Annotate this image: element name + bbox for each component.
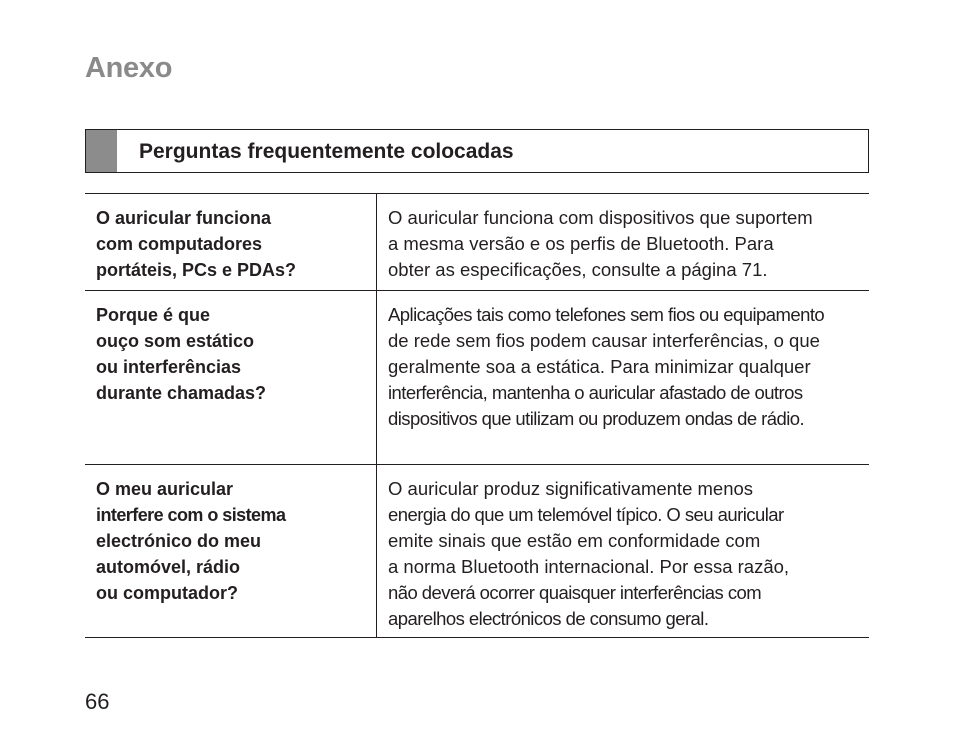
page-number: 66 xyxy=(85,689,110,714)
answer-line: não deverá ocorrer quaisquer interferências com xyxy=(388,582,762,603)
question-line: automóvel, rádio xyxy=(96,557,241,577)
answer-line: a mesma versão e os perfis de Bluetooth. Para xyxy=(388,233,774,254)
faq-row xyxy=(85,465,869,638)
question-line: ouço som estático xyxy=(96,331,255,351)
faq-answer xyxy=(377,465,870,638)
answer-line: geralmente soa a estática. Para minimizar qualquer xyxy=(388,356,811,377)
answer-line: a norma Bluetooth internacional. Por essa razão, xyxy=(388,556,790,577)
answer-line: emite sinais que estão em conformidade com xyxy=(388,530,761,551)
answer-line: aparelhos electrónicos de consumo geral. xyxy=(388,608,709,629)
faq-question xyxy=(85,465,377,638)
section-title: Perguntas frequentemente colocadas xyxy=(139,140,514,163)
question-line: interfere com o sistema xyxy=(96,505,286,525)
answer-line: dispositivos que utilizam ou produzem ondas de rádio. xyxy=(388,408,805,429)
question-line: electrónico do meu xyxy=(96,531,262,551)
section-header xyxy=(85,129,869,173)
question-line: O auricular funciona xyxy=(96,208,272,228)
question-line: O meu auricular xyxy=(96,479,234,499)
faq-table xyxy=(85,193,869,638)
faq-answer xyxy=(377,291,870,465)
chapter-title: Anexo xyxy=(85,52,173,84)
question-line: durante chamadas? xyxy=(96,383,267,403)
answer-line: obter as especificações, consulte a página 71. xyxy=(388,259,768,280)
answer-line: interferência, mantenha o auricular afastado de outros xyxy=(388,382,803,403)
faq-question xyxy=(85,194,377,291)
answer-line: O auricular funciona com dispositivos que suportem xyxy=(388,207,813,228)
question-line: com computadores xyxy=(96,234,263,254)
answer-line: Aplicações tais como telefones sem fios ou equipamento xyxy=(388,304,825,325)
question-line: portáteis, PCs e PDAs? xyxy=(96,260,297,280)
answer-line: energia do que um telemóvel típico. O seu auricular xyxy=(388,504,784,525)
section-marker xyxy=(86,130,117,172)
faq-row xyxy=(85,291,869,465)
faq-question xyxy=(85,291,377,465)
faq-answer xyxy=(377,194,870,291)
answer-line: de rede sem fios podem causar interferências, o que xyxy=(388,330,820,351)
faq-row xyxy=(85,194,869,291)
question-line: Porque é que xyxy=(96,305,211,325)
answer-line: O auricular produz significativamente menos xyxy=(388,478,754,499)
question-line: ou computador? xyxy=(96,583,238,603)
question-line: ou interferências xyxy=(96,357,242,377)
